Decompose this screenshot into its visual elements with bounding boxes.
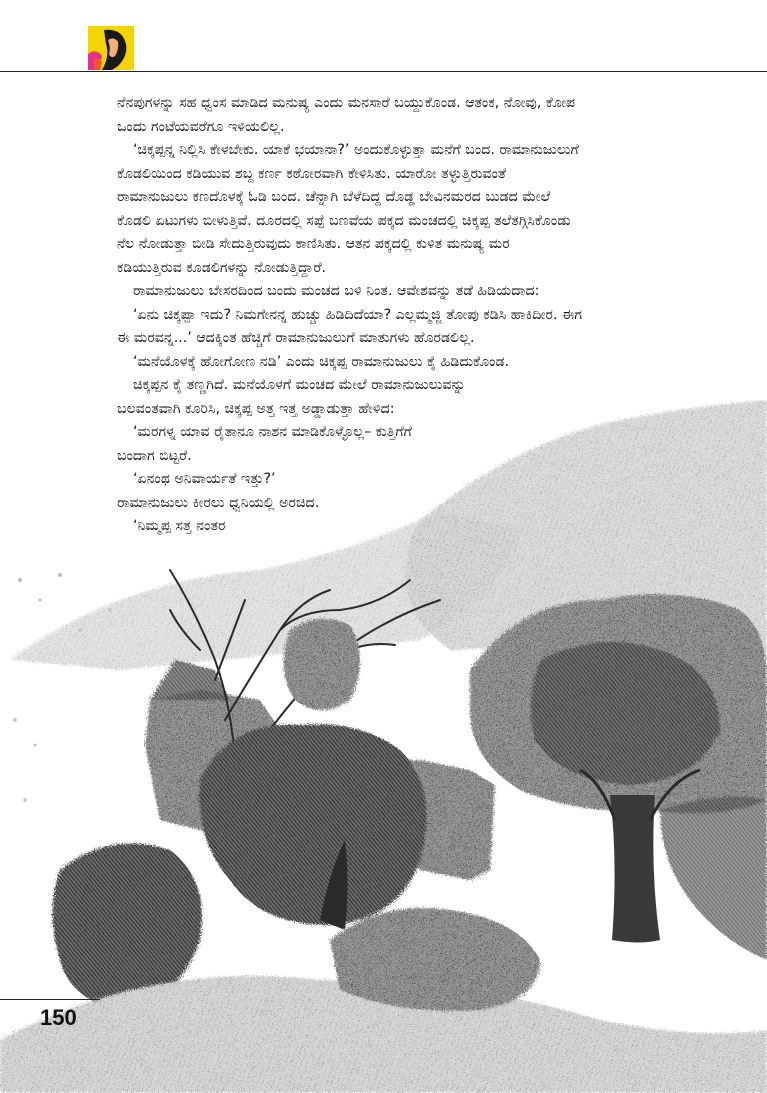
text-line: ನೆಲ ನೋಡುತ್ತಾ ಬೀಡಿ ಸೇದುತ್ತಿರುವುದು ಕಾಣಿಸಿತು. ಆತನ ಪಕ್ಕದಲ್ಲಿ ಕುಳಿತ ಮನುಷ್ಯ ಮರ <box>117 236 510 252</box>
text-line: ಕೊಡಲಿ ಏಟುಗಳು ಬೀಳುತ್ತಿವೆ. ದೂರದಲ್ಲಿ ಸಪ್ಪೆ ಬಣವೆಯ ಪಕ್ಕದ ಮಂಚದಲ್ಲಿ ಚಿಕ್ಕಪ್ಪ ತಲೆತಗ್ಗಿಸಿಕೊಂಡು <box>117 212 571 229</box>
text-line: ನೆನಪುಗಳನ್ನು ಸಹ ಧ್ವಂಸ ಮಾಡಿದ ಮನುಷ್ಯ ಎಂದು ಮನಸಾರೆ ಬಯ್ದುಕೊಂಡ. ಆತಂಕ, ನೋವು, ಕೋಪ <box>117 95 576 111</box>
text-line: ಬಂದಾಗ ಬಿಟ್ಟರೆ. <box>117 447 192 464</box>
text-line: ‘ಏನು ಚಿಕ್ಕಪ್ಪಾ ಇದು? ನಿಮಗೇನನ್ನ ಹುಚ್ಚು ಹಿಡಿದಿದೆಯಾ? ಎಲ್ಲಮ್ಮಜ್ಜಿ ತೋಪು ಕಡಿಸಿ ಹಾಕಿದೀರ. ಈಗ <box>133 306 582 323</box>
face-logo-icon <box>88 26 134 70</box>
text-line: ‘ಚಿಕ್ಕಪ್ಪನ್ನ ನಿಲ್ಲಿಸಿ ಕೇಳಬೇಕು. ಯಾಕೆ ಭಯಾನಾ?’ ಅಂದುಕೊಳ್ಳುತ್ತಾ ಮನೆಗೆ ಬಂದ. ರಾಮಾನುಜುಲುಗೆ <box>133 142 579 158</box>
body-text <box>117 92 677 539</box>
text-line: ರಾಮಾನುಜುಲು ಬೇಸರದಿಂದ ಬಂದು ಮಂಚದ ಬಳಿ ನಿಂತ. ಆವೇಶವನ್ನು ತಡೆ ಹಿಡಿಯದಾದ: <box>133 283 540 299</box>
text-line: ರಾಮಾನುಜುಲು ಕಣದೊಳಕ್ಕೆ ಓಡಿ ಬಂದ. ಚೆನ್ನಾಗಿ ಬೆಳೆದಿದ್ದ ದೊಡ್ಡ ಬೇವಿನಮರದ ಬುಡದ ಮೇಲೆ <box>117 189 551 205</box>
text-line: ಒಂದು ಗಂಟೆಯವರೆಗೂ ಇಳಿಯಲಿಲ್ಲ. <box>117 118 285 135</box>
text-line: ‘ಮರಗಳ್ನ ಯಾವ ರೈತಾನೂ ನಾಶನ ಮಾಡಿಕೊಳ್ಳೊಲ್ಲ– ಕುತ್ತಿಗೆಗೆ <box>133 424 412 440</box>
text-line: ಚಿಕ್ಕಪ್ಪನ ಕೈ ತಣ್ಣಗಿದೆ. ಮನೆಯೊಳಗೆ ಮಂಚದ ಮೇಲೆ ರಾಮಾನುಜುಲುವನ್ನು <box>133 377 466 393</box>
text-line: ಕಡಿಯುತ್ತಿರುವ ಕೂಡಲಿಗಳನ್ನು ನೋಡುತ್ತಿದ್ದಾರೆ. <box>117 259 327 276</box>
text-line: ಬಲವಂತವಾಗಿ ಕೂರಿಸಿ, ಚಿಕ್ಕಪ್ಪ ಅತ್ತ ಇತ್ತ ಅಡ್ಡಾಡುತ್ತಾ ಹೇಳಿದ: <box>117 400 395 417</box>
page-number: 150 <box>40 1005 77 1030</box>
text-line: ‘ನಿಮ್ಮಪ್ಪ ಸತ್ತ ನಂತರ <box>133 518 226 534</box>
text-line: ‘ಮನೆಯೊಳಕ್ಕೆ ಹೋಗೋಣ ನಡಿ’ ಎಂದು ಚಿಕ್ಕಪ್ಪ ರಾಮಾನುಜುಲು ಕೈ ಹಿಡಿದುಕೊಂಡ. <box>133 353 510 370</box>
text-line: ಕೊಡಲಿಯಿಂದ ಕಡಿಯುವ ಶಬ್ದ ಕರ್ಣ ಕಠೋರವಾಗಿ ಕೇಳಿಸಿತು. ಯಾರೋ ತಳ್ಳುತ್ತಿರುವಂತೆ <box>117 165 507 182</box>
text-line: ‘ಏನಂಥ ಅನಿವಾರ್ಯತೆ ಇತ್ತು?’ <box>133 471 276 487</box>
chapter-logo <box>88 26 134 70</box>
text-line: ಈ ಮರವನ್ನ...’ ಆದಕ್ಕಿಂತ ಹೆಚ್ಚಿಗೆ ರಾಮಾನುಜುಲುಗೆ ಮಾತುಗಳು ಹೊರಡಲಿಲ್ಲ. <box>117 330 475 346</box>
header-rule <box>0 71 767 72</box>
footer-rule <box>0 999 100 1000</box>
text-line: ರಾಮಾನುಜುಲು ಕೀರಲು ಧ್ವನಿಯಲ್ಲಿ ಅರಚಿದ. <box>117 494 320 511</box>
